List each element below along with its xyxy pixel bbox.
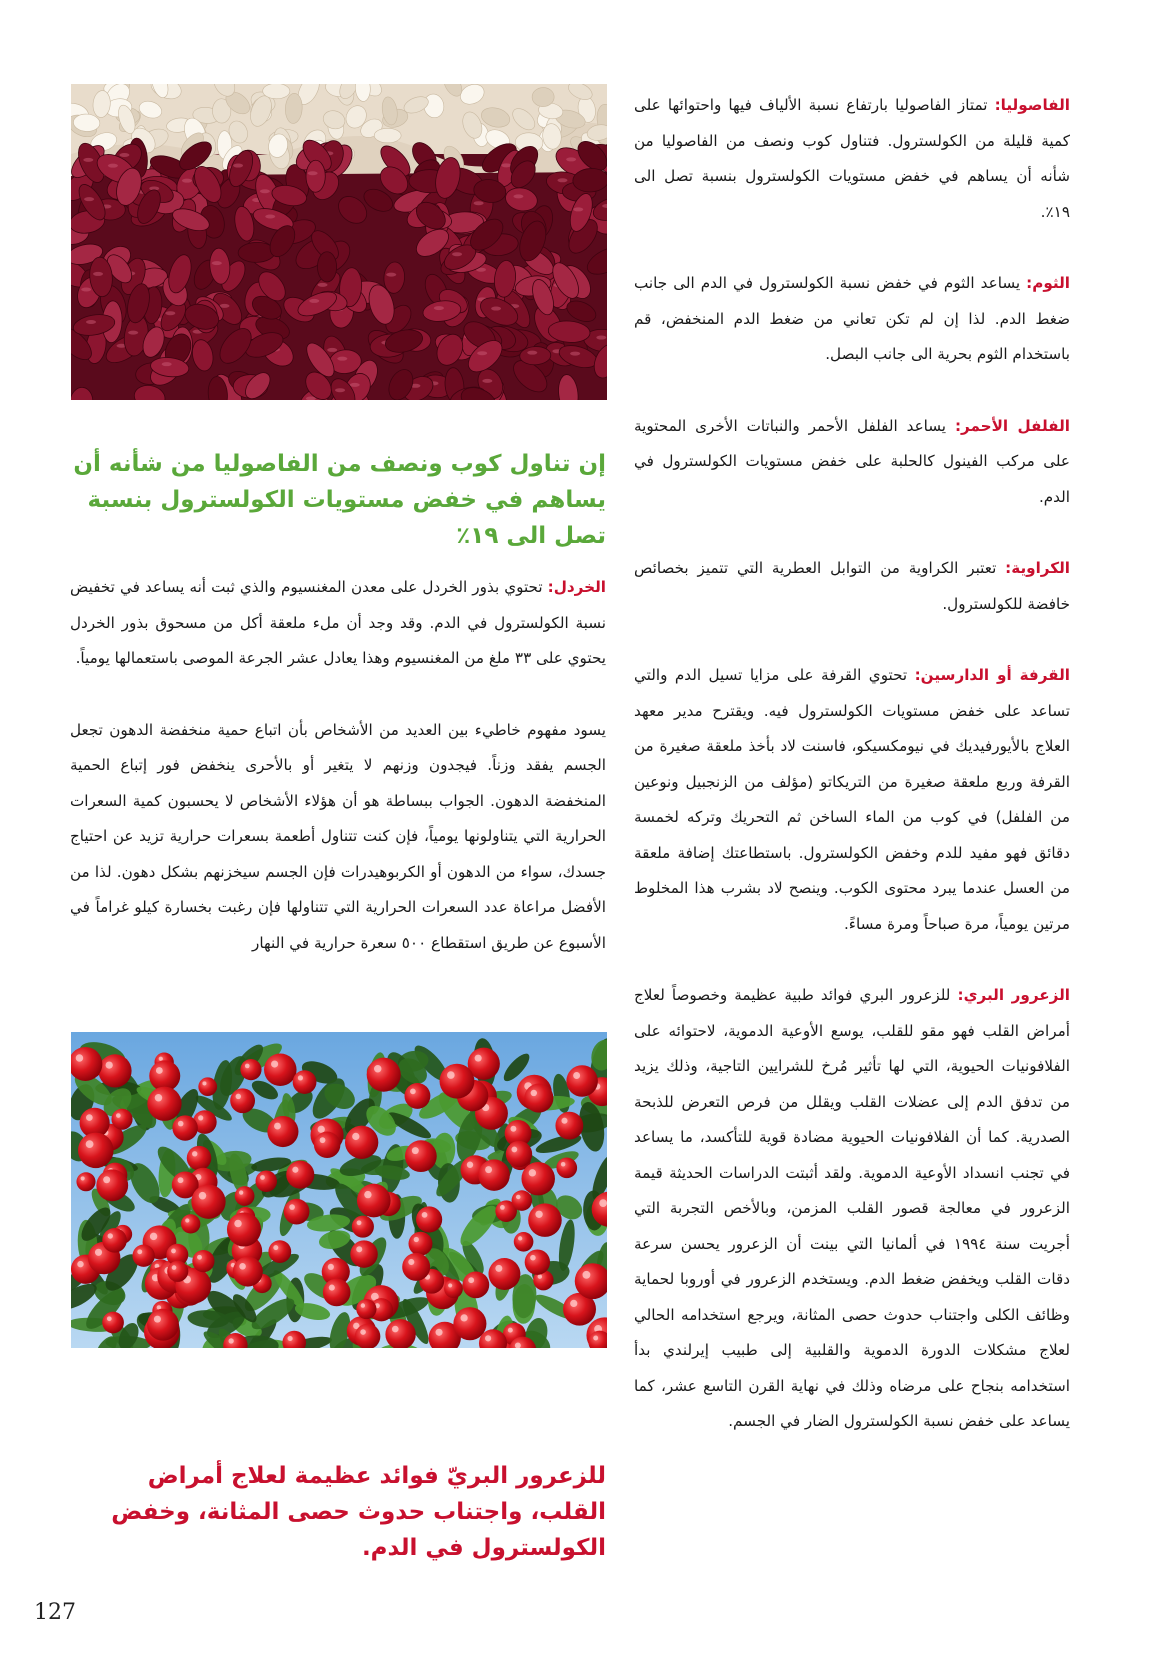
- right-column: [634, 88, 1070, 1440]
- heading-red-pepper: الفلفل الأحمر:: [954, 416, 1070, 435]
- paragraph-misconception: يسود مفهوم خاطيء بين العديد من الأشخاص بأن اتباع حمية منخفضة الدهون تجعل الجسم يفقد وزناً. فيجدون وزنهم لا يتغير أو بالأحرى ينخفض فور إتباع الحمية المنخفضة الدهون. الجواب ببساطة هو أن هؤلاء الأشخاص لا يحسبون كمية السعرات الحرارية التي يتناولونها يومياً، فإن كنت تتناول أطعمة بسعرات حرارية تزيد عن احتياج جسدك، سواء من الدهون أو الكربوهيدرات فإن الجسم سيخزنهم بشكل دهون. لذا من الأفضل مراعاة عدد السعرات الحرارية التي تتناولها فإن رغبت بخسارة كيلو غراماً في الأسبوع عن طريق استقطاع ٥٠٠ سعرة حرارية في النهار: [70, 720, 606, 952]
- paragraph-caraway: [634, 551, 1070, 622]
- paragraph-beans: [634, 88, 1070, 230]
- pull-quote-hawthorn: للزعرور البريّ فوائد عظيمة لعلاج أمراض القلب، واجتناب حدوث حصى المثانة، وخفض الكولسترول في الدم.: [111, 1463, 606, 1561]
- paragraph-mustard: [70, 570, 606, 677]
- left-column: [70, 570, 606, 961]
- heading-beans: الفاصوليا:: [994, 96, 1070, 114]
- text-garlic: يساعد الثوم في خفض نسبة الكولسترول في الدم الى جانب ضغط الدم. لذا إن لم تكن تعاني من ضغط الدم المنخفض، قم باستخدام الثوم بحرية الى جانب البصل.: [634, 274, 1070, 363]
- text-hawthorn: للزعرور البري فوائد طبية عظيمة وخصوصاً لعلاج أمراض القلب فهو مقو للقلب، يوسع الأوعية الدموية، لاحتوائه على الفلافونيات الحيوية، التي لها تأثير مُرخ للشرايين التاجية، وذلك يزيد من تدفق الدم إلى عضلات القلب ويقلل من فرص التعرض للذبحة الصدرية. كما أن الفلافونيات الحيوية مضادة قوية للتأكسد، ما يساعد في تجنب انسداد الأوعية الدموية. ولقد أثبتت الدراسات الحديثة قيمة الزعرور في معالجة قصور القلب المزمن، وبالأخص التجربة التي أجريت سنة ١٩٩٤ في ألمانيا التي بينت أن الزعرور يحسن سرعة دقات القلب ويخفض ضغط الدم. ويستخدم الزعرور في أوروبا لحماية وظائف الكلى واجتناب حدوث حصى المثانة، ويرجع استخدامه الحالي لعلاج مشكلات الدورة الدموية والقلبية إلى طبيب إيرلندي بدأ استخدامه بنجاح على مرضاه وذلك في نهاية القرن التاسع عشر، كما يساعد على خفض نسبة الكولسترول الضار في الجسم.: [634, 986, 1070, 1430]
- heading-hawthorn: الزعرور البري:: [957, 986, 1070, 1004]
- paragraph-cinnamon: [634, 658, 1070, 942]
- paragraph-garlic: [634, 266, 1070, 373]
- page-number: 127: [34, 1600, 76, 1625]
- text-cinnamon: تحتوي القرفة على مزايا تسيل الدم والتي تساعد على خفض مستويات الكولسترول فيه. ويقترح مدير معهد العلاج بالأيورفيديك في نيومكسيكو، فاسنت لاد بأخذ ملعقة صغيرة من القرفة وربع ملعقة صغيرة من التريكاتو (مؤلف من الزنجبيل ونوعين من الفلفل) في كوب من الماء الساخن ثم التحريك وتركه لخمسة دقائق فهو مفيد للدم وخفض الكولسترول. باستطاعتك إضافة ملعقة من العسل عندما يبرد محتوى الكوب. وينصح لاد بشرب هذا المخلوط مرتين يومياً، مرة صباحاً ومرة مساءً.: [634, 666, 1070, 933]
- paragraph-hawthorn: [634, 978, 1070, 1440]
- heading-cinnamon: القرفة أو الدارسين:: [914, 666, 1071, 684]
- hawthorn-photo: [71, 1032, 607, 1348]
- beans-photo: [71, 84, 607, 400]
- heading-garlic: الثوم:: [1026, 274, 1070, 292]
- text-red-pepper: يساعد الفلفل الأحمر والنباتات الأخرى المحتوية على مركب الفينول كالحلبة على خفض مستويات الكولسترول في الدم.: [634, 416, 1070, 506]
- text-caraway: تعتبر الكراوية من التوابل العطرية التي تتميز بخصائص خافضة للكولسترول.: [634, 559, 1070, 613]
- text-beans: تمتاز الفاصوليا بارتفاع نسبة الألياف فيها واحتوائها على كمية قليلة من الكولسترول. فتناول كوب ونصف من الفاصوليا من شأنه أن يساهم في خفض مستويات الكولسترول بنسبة تصل الى ١٩٪.: [634, 96, 1070, 221]
- text-mustard: تحتوي بذور الخردل على معدن المغنسيوم والذي ثبت أنه يساعد في تخفيض نسبة الكولسترول في الدم. وقد وجد أن ملء ملعقة أكل من مسحوق بذور الخردل يحتوي على ٣٣ ملغ من المغنسيوم وهذا يعادل عشر الجرعة الموصى باستعمالها يومياً.: [70, 578, 606, 667]
- heading-caraway: الكراوية:: [1005, 559, 1070, 577]
- heading-mustard: الخردل:: [547, 578, 606, 596]
- paragraph-red-pepper: [634, 409, 1070, 516]
- pull-quote-beans: إن تناول كوب ونصف من الفاصوليا من شأنه أن يساهم في خفض مستويات الكولسترول بنسبة تصل الى ١٩٪: [73, 451, 606, 549]
